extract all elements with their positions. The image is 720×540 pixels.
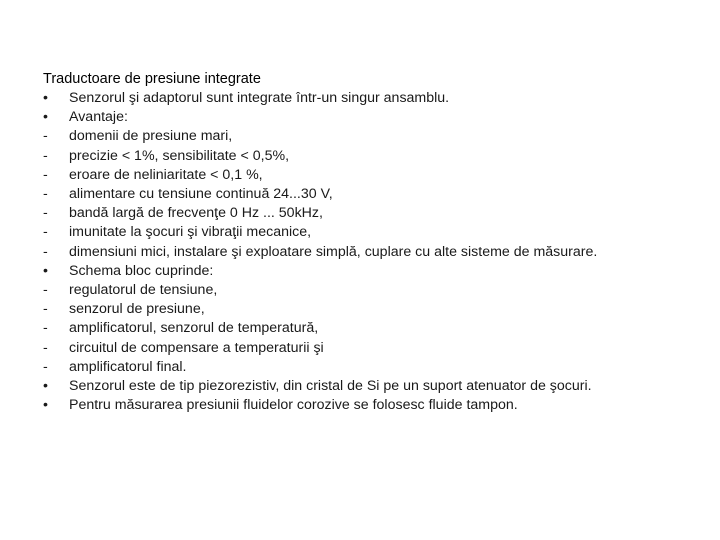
- slide-title: Traductoare de presiune integrate: [43, 71, 261, 87]
- list-item: [43, 396, 713, 415]
- dash-marker: -: [43, 147, 48, 164]
- bullet-list: [43, 89, 713, 415]
- list-item-text: Pentru măsurarea presiunii fluidelor corozive se folosesc fluide tampon.: [69, 397, 518, 414]
- list-item: [43, 89, 713, 108]
- bullet-marker: •: [43, 262, 48, 279]
- list-item: [43, 319, 713, 338]
- dash-marker: -: [43, 243, 48, 260]
- dash-marker: -: [43, 128, 48, 145]
- list-item: [43, 377, 713, 396]
- list-item: [43, 108, 713, 127]
- list-item-text: Senzorul şi adaptorul sunt integrate într-un singur ansamblu.: [69, 90, 450, 106]
- list-item-text: eroare de neliniaritate < 0,1 %,: [69, 166, 263, 183]
- list-item-text: Schema bloc cuprinde:: [69, 262, 214, 279]
- slide-content: [43, 70, 713, 415]
- list-item-text: imunitate la şocuri şi vibraţii mecanice,: [69, 224, 312, 241]
- list-item: [43, 185, 713, 204]
- list-item-text: senzorul de presiune,: [69, 301, 205, 318]
- list-item-text: circuitul de compensare a temperaturii şi: [69, 339, 324, 356]
- dash-marker: -: [43, 358, 48, 375]
- dash-marker: -: [43, 166, 48, 183]
- list-item: [43, 204, 713, 223]
- dash-marker: -: [43, 186, 48, 203]
- list-item: [43, 358, 713, 377]
- bullet-marker: •: [43, 90, 48, 106]
- dash-marker: -: [43, 301, 48, 318]
- list-item-text: alimentare cu tensiune continuă 24...30 V,: [69, 186, 333, 203]
- list-item: [43, 243, 713, 262]
- list-item-text: Avantaje:: [69, 109, 128, 126]
- list-item: [43, 166, 713, 185]
- list-item-text: Senzorul este de tip piezorezistiv, din cristal de Si pe un suport atenuator de şocuri.: [69, 378, 592, 395]
- bullet-marker: •: [43, 397, 48, 414]
- list-item-text: regulatorul de tensiune,: [69, 282, 218, 299]
- list-item: [43, 262, 713, 281]
- dash-marker: -: [43, 339, 48, 356]
- list-item-text: dimensiuni mici, instalare şi exploatare simplă, cuplare cu alte sisteme de măsurare.: [69, 243, 598, 260]
- list-item-text: amplificatorul, senzorul de temperatură,: [69, 320, 319, 337]
- list-item: [43, 147, 713, 166]
- list-item: [43, 127, 713, 146]
- list-item-text: amplificatorul final.: [69, 358, 187, 375]
- bullet-marker: •: [43, 378, 48, 395]
- dash-marker: -: [43, 205, 48, 222]
- list-item-text: domenii de presiune mari,: [69, 128, 233, 145]
- dash-marker: -: [43, 282, 48, 299]
- list-item-text: bandă largă de frecvenţe 0 Hz ... 50kHz,: [69, 205, 323, 222]
- bullet-marker: •: [43, 109, 48, 126]
- dash-marker: -: [43, 320, 48, 337]
- dash-marker: -: [43, 224, 48, 241]
- list-item: [43, 300, 713, 319]
- list-item: [43, 339, 713, 358]
- list-item: [43, 223, 713, 242]
- list-item-text: precizie < 1%, sensibilitate < 0,5%,: [69, 147, 290, 164]
- list-item: [43, 281, 713, 300]
